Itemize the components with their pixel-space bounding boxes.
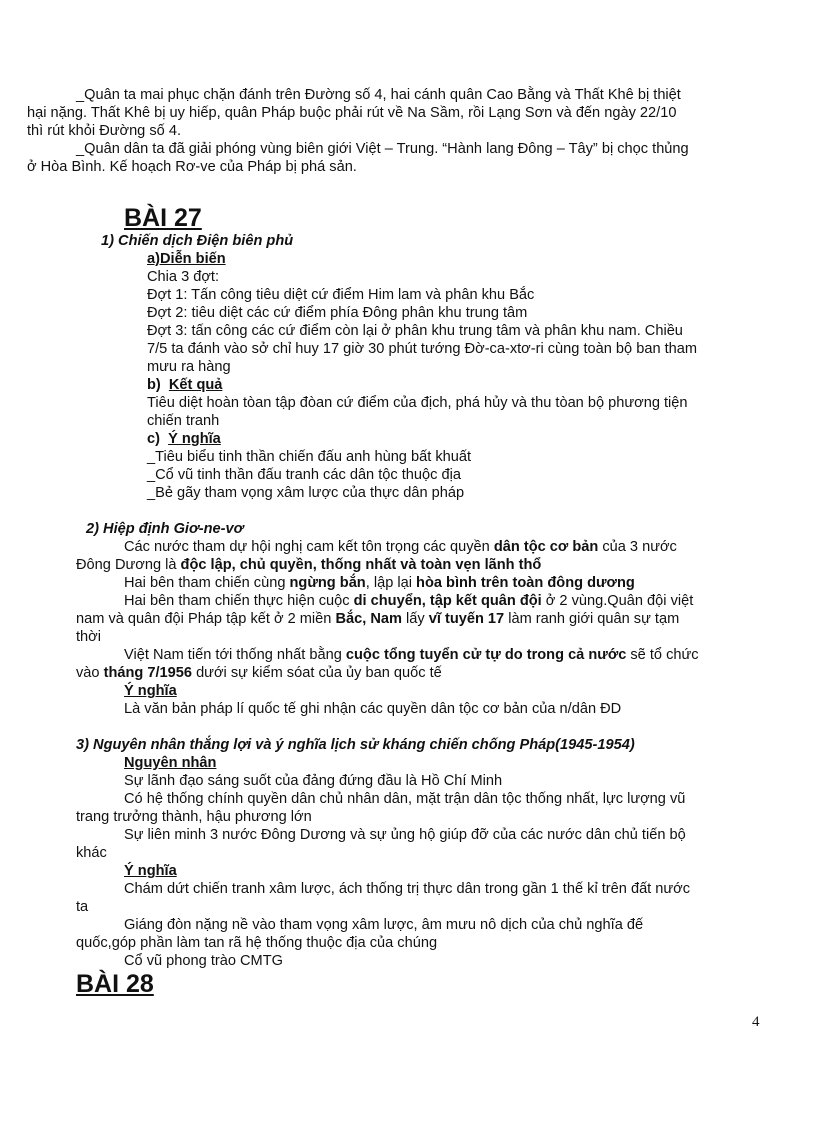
intro-line-5: ở Hòa Bình. Kế hoạch Rơ-ve của Pháp bị phá sản. — [27, 159, 357, 175]
section-3-cause-heading: Nguyên nhân — [124, 755, 217, 771]
section-1a-line: Đợt 3: tấn công các cứ điểm còn lại ở phân khu trung tâm và phân khu nam. Chiều — [147, 323, 683, 339]
section-1a-line: Đợt 2: tiêu diệt các cứ điểm phía Đông phân khu trung tâm — [147, 305, 528, 321]
section-3-heading: 3) Nguyên nhân thắng lợi và ý nghĩa lịch sử kháng chiến chống Pháp(1945-1954) — [76, 737, 635, 753]
section-3-meaning-line: Chám dứt chiến tranh xâm lược, ách thống trị thực dân trong gần 1 thế kỉ trên đất nước — [124, 881, 691, 897]
section-3-cause-line: Sự liên minh 3 nước Đông Dương và sự ủng hộ giúp đỡ của các nước dân chủ tiến bộ — [124, 827, 686, 843]
section-3-meaning-heading: Ý nghĩa — [124, 863, 177, 879]
section-2-para-4-cont: vào tháng 7/1956 dưới sự kiểm sóat của ủy ban quốc tế — [76, 665, 442, 681]
section-1a-line: 7/5 ta đánh vào sở chỉ huy 17 giờ 30 phút tướng Đờ-ca-xtơ-ri cùng toàn bộ ban tham — [147, 341, 698, 357]
section-1a-line: mưu ra hàng — [147, 359, 231, 375]
section-3-cause-line: khác — [76, 845, 107, 861]
section-2-para-1-cont: Đông Dương là độc lập, chủ quyền, thống nhất và toàn vẹn lãnh thổ — [76, 557, 542, 573]
section-1c-line: _Bẻ gãy tham vọng xâm lược của thực dân pháp — [147, 485, 465, 501]
section-1c-line: _Tiêu biểu tinh thần chiến đấu anh hùng bất khuất — [147, 449, 472, 465]
section-1a-line: Đợt 1: Tấn công tiêu diệt cứ điểm Him lam và phân khu Bắc — [147, 287, 535, 303]
page-number: 4 — [752, 1014, 760, 1030]
section-1a-line: Chia 3 đợt: — [147, 269, 220, 285]
section-3-meaning-line: quốc,góp phần làm tan rã hệ thống thuộc địa của chúng — [76, 935, 438, 951]
section-3-cause-line: Sự lãnh đạo sáng suốt của đảng đứng đầu là Hồ Chí Minh — [124, 773, 503, 789]
section-1a-heading: a)Diễn biến — [147, 251, 226, 267]
section-3-meaning-line: ta — [76, 899, 89, 915]
section-2-para-2: Hai bên tham chiến cùng ngừng bắn, lập lại hòa bình trên toàn đông dương — [124, 575, 635, 591]
section-2-para-3: Hai bên tham chiến thực hiện cuộc di chuyển, tập kết quân đội ở 2 vùng.Quân đội việt — [124, 593, 694, 609]
intro-line-1: _Quân ta mai phục chặn đánh trên Đường số 4, hai cánh quân Cao Bằng và Thất Khê bị thiệt — [76, 87, 681, 103]
section-3-meaning-line: Cổ vũ phong trào CMTG — [124, 953, 283, 969]
section-1c-line: _Cổ vũ tinh thần đấu tranh các dân tộc thuộc địa — [147, 467, 461, 483]
section-2-heading: 2) Hiệp định Giơ-ne-vơ — [86, 521, 244, 537]
section-3-meaning-line: Giáng đòn nặng nề vào tham vọng xâm lược, âm mưu nô dịch của chủ nghĩa đế — [124, 917, 644, 933]
intro-line-4: _Quân dân ta đã giải phóng vùng biên giới Việt – Trung. “Hành lang Đông – Tây” bị chọc thủng — [76, 141, 689, 157]
section-2-para-3-end: thời — [76, 629, 101, 645]
section-2-para-3-cont: nam và quân đội Pháp tập kết ở 2 miền Bắc, Nam lấy vĩ tuyến 17 làm ranh giới quân sự tạm — [76, 611, 680, 627]
section-2-meaning-line: Là văn bản pháp lí quốc tế ghi nhận các quyền dân tộc cơ bản của n/dân ĐD — [124, 701, 622, 717]
section-2-para-1: Các nước tham dự hội nghị cam kết tôn trọng các quyền dân tộc cơ bản của 3 nước — [124, 539, 677, 555]
section-3-cause-line: Có hệ thống chính quyền dân chủ nhân dân, mặt trận dân tộc thống nhất, lực lượng vũ — [124, 791, 686, 807]
lesson-28-title: BÀI 28 — [76, 970, 154, 998]
section-2-para-4: Việt Nam tiến tới thống nhất bằng cuộc tổng tuyển cử tự do trong cả nước sẽ tổ chức — [124, 647, 699, 663]
section-1b-line: chiến tranh — [147, 413, 220, 429]
intro-line-3: thì rút khỏi Đường số 4. — [27, 123, 181, 139]
section-3-cause-line: trang trưởng thành, hậu phương lớn — [76, 809, 312, 825]
section-1b-heading: b) Kết quả — [147, 377, 223, 393]
section-1b-line: Tiêu diệt hoàn tòan tập đòan cứ điểm của địch, phá hủy và thu tòan bộ phương tiện — [147, 395, 688, 411]
section-1-heading: 1) Chiến dịch Điện biên phủ — [101, 233, 294, 249]
section-1c-heading: c) Ý nghĩa — [147, 431, 221, 447]
intro-line-2: hại nặng. Thất Khê bị uy hiếp, quân Pháp buộc phải rút về Na Sầm, rồi Lạng Sơn và đến ngày 22/10 — [27, 105, 677, 121]
section-2-meaning-heading: Ý nghĩa — [124, 683, 177, 699]
lesson-27-title: BÀI 27 — [124, 204, 202, 232]
